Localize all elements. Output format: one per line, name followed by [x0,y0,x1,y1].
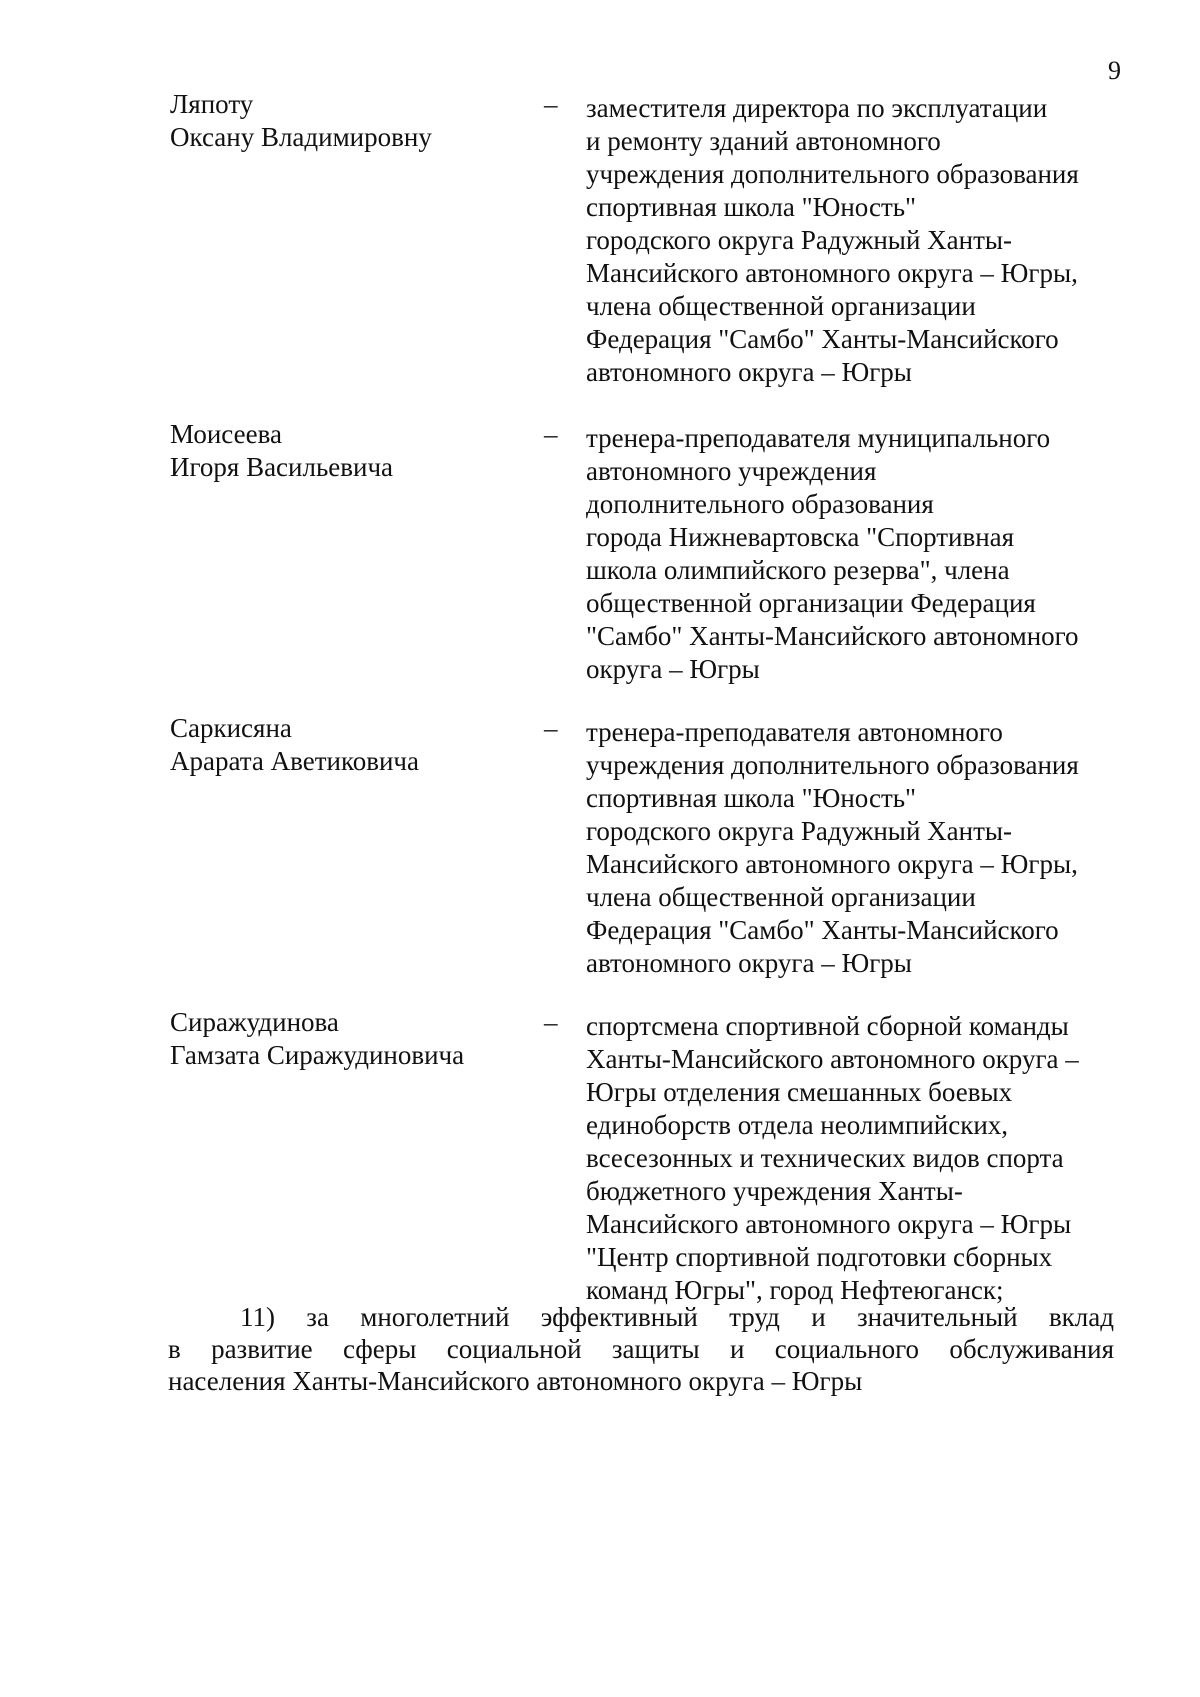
position-line: члена общественной организации [586,882,976,912]
position-line: спортсмена спортивной сборной команды [586,1011,1069,1041]
position-line: Мансийского автономного округа – Югры [586,1209,1072,1239]
person-name [170,88,530,154]
position-line: автономного округа – Югры [586,948,912,978]
person-surname: Сиражудинова [170,1007,339,1037]
position-line: автономного округа – Югры [586,357,912,387]
position-line: школа олимпийского резерва", члена [586,555,1010,585]
position-line: Мансийского автономного округа – Югры, [586,849,1078,879]
person-surname: Саркисяна [170,713,292,743]
position-line: единоборств отдела неолимпийских, [586,1110,1009,1140]
position-line: спортивная школа "Юность" [586,783,917,813]
position-line: учреждения дополнительного образования [586,750,1079,780]
position-line: Югры отделения смешанных боевых [586,1077,1013,1107]
position-line: тренера-преподавателя муниципального [586,423,1051,453]
award-category-paragraph [168,1301,1114,1397]
position-line: учреждения дополнительного образования [586,159,1079,189]
position-line: автономного учреждения [586,456,877,486]
position-line: бюджетного учреждения Ханты- [586,1176,963,1206]
person-name [170,712,530,778]
paragraph-line: в развитие сферы социальной защиты и социального обслуживания [168,1334,1114,1364]
position-line: всесезонных и технических видов спорта [586,1143,1064,1173]
position-line: общественной организации Федерация [586,588,1036,618]
person-surname: Ляпоту [170,89,254,119]
position-line: Федерация "Самбо" Ханты-Мансийского [586,915,1059,945]
person-name [170,1006,530,1072]
position-line: спортивная школа "Юность" [586,192,917,222]
position-line: заместителя директора по эксплуатации [586,93,1048,123]
position-line: Мансийского автономного округа – Югры, [586,258,1078,288]
position-line: "Центр спортивной подготовки сборных [586,1242,1053,1272]
position-line: Ханты-Мансийского автономного округа – [586,1044,1079,1074]
person-name [170,418,530,484]
person-position [586,422,1126,686]
position-line: команд Югры", город Нефтеюганск; [586,1275,1004,1305]
person-given-names: Гамзата Сиражудиновича [170,1040,465,1070]
position-line: тренера-преподавателя автономного [586,717,1003,747]
position-line: "Самбо" Ханты-Мансийского автономного [586,621,1079,651]
person-position [586,1010,1126,1307]
position-line: округа – Югры [586,654,760,684]
dash-separator: – [544,419,558,449]
paragraph-line: 11) за многолетний эффективный труд и значительный вклад [240,1302,1114,1332]
dash-separator: – [544,1007,558,1037]
paragraph-line: населения Ханты-Мансийского автономного округа – Югры [168,1366,863,1396]
position-line: городского округа Радужный Ханты- [586,225,1013,255]
position-line: города Нижневартовска "Спортивная [586,522,1015,552]
person-position [586,92,1126,389]
dash-separator: – [544,713,558,743]
page-number: 9 [1108,56,1121,85]
dash-separator: – [544,89,558,119]
position-line: городского округа Радужный Ханты- [586,816,1013,846]
position-line: члена общественной организации [586,291,976,321]
person-position [586,716,1126,980]
person-given-names: Игоря Васильевича [170,452,394,482]
position-line: и ремонту зданий автономного [586,126,941,156]
person-given-names: Арарата Аветиковича [170,746,419,776]
person-given-names: Оксану Владимировну [170,122,432,152]
person-surname: Моисеева [170,419,282,449]
position-line: дополнительного образования [586,489,934,519]
position-line: Федерация "Самбо" Ханты-Мансийского [586,324,1059,354]
